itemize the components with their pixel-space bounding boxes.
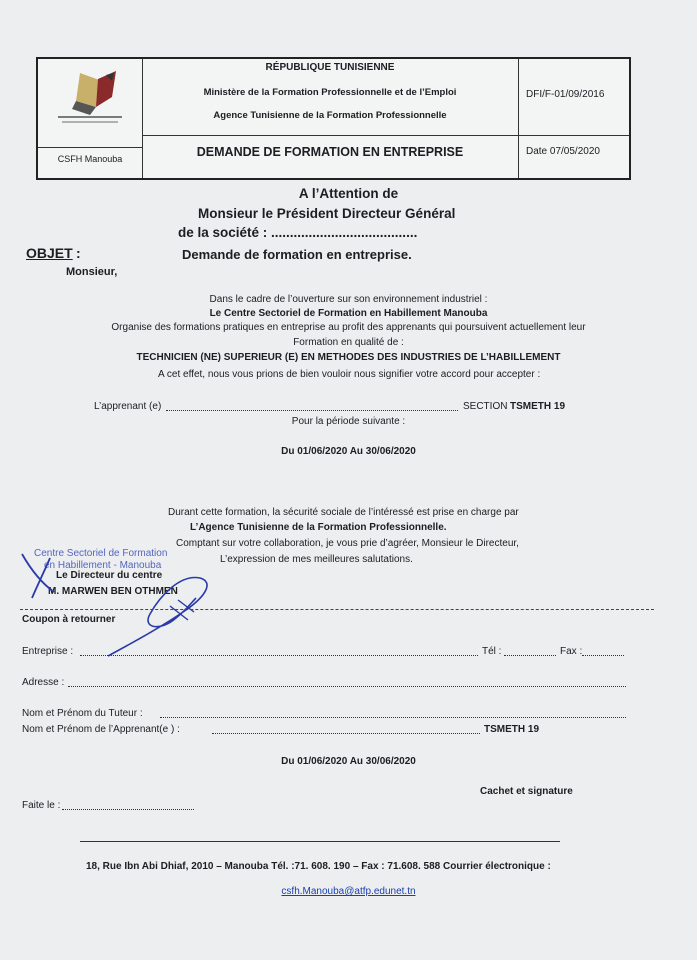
- section-value: TSMETH 19: [510, 401, 566, 412]
- section-label: SECTION: [463, 401, 508, 412]
- adresse-label: Adresse :: [22, 677, 65, 688]
- agency-name: L’Agence Tunisienne de la Formation Professionnelle.: [190, 522, 447, 533]
- fax-label: Fax :: [560, 646, 583, 657]
- header-divider: [518, 59, 519, 178]
- salutation: Monsieur,: [66, 266, 118, 278]
- body-line: A cet effet, nous vous prions de bien vouloir nous signifier votre accord pour accepter :: [158, 369, 541, 380]
- ministry-heading: Ministère de la Formation Professionnelle et de l’Emploi: [203, 87, 457, 98]
- footer-address: 18, Rue Ibn Abi Dhiaf, 2010 – Manouba Tél. :71. 608. 190 – Fax : 71.608. 588 Courrier électronique :: [86, 861, 551, 872]
- director-name: M. MARWEN BEN OTHMEN: [48, 586, 178, 597]
- stamp-line: Centre Sectoriel de Formation: [34, 548, 168, 559]
- stamp-line: en Habillement - Manouba: [44, 560, 162, 571]
- body-line: Organise des formations pratiques en entreprise au profit des apprenants qui poursuivent actuellement leur: [111, 322, 586, 333]
- adresse-field[interactable]: [68, 686, 626, 687]
- body-line: Comptant sur votre collaboration, je vous prie d’agréer, Monsieur le Directeur,: [176, 538, 519, 549]
- footer-rule: [80, 841, 560, 842]
- republic-heading: RÉPUBLIQUE TUNISIENNE: [265, 62, 395, 73]
- header-divider: [142, 135, 629, 136]
- attention-line: A l’Attention de: [298, 186, 399, 201]
- csfh-logo: [50, 67, 130, 127]
- objet-label: OBJET: [26, 245, 73, 261]
- apprenant-field[interactable]: [166, 410, 458, 411]
- body-line: Durant cette formation, la sécurité sociale de l’intéressé est prise en charge par: [168, 507, 519, 518]
- cut-line: [20, 609, 654, 610]
- apprenant-name-label: Nom et Prénom de l’Apprenant(e ) :: [22, 724, 180, 735]
- handwritten-signature: [10, 548, 230, 660]
- coupon-title: Coupon à retourner: [22, 614, 116, 625]
- objet-colon: :: [76, 245, 81, 261]
- addressee-title: Monsieur le Président Directeur Général: [198, 206, 456, 221]
- coupon-section-value: TSMETH 19: [484, 724, 540, 735]
- company-line: de la société : .......................................: [178, 225, 418, 240]
- document-date: Date 07/05/2020: [526, 146, 600, 157]
- fax-field[interactable]: [582, 655, 624, 656]
- tel-label: Tél :: [482, 646, 502, 657]
- director-title: Le Directeur du centre: [56, 570, 163, 581]
- tuteur-label: Nom et Prénom du Tuteur :: [22, 708, 143, 719]
- apprenant-label: L’apprenant (e): [94, 401, 162, 412]
- header-table: [36, 57, 631, 180]
- footer-email-link[interactable]: csfh.Manouba@atfp.edunet.tn: [281, 886, 416, 897]
- body-line: L’expression de mes meilleures salutations.: [220, 554, 413, 565]
- body-line: Dans le cadre de l’ouverture sur son environnement industriel :: [209, 294, 488, 305]
- center-name: Le Centre Sectoriel de Formation en Habillement Manouba: [209, 308, 488, 319]
- entreprise-label: Entreprise :: [22, 646, 74, 657]
- qualification-title: TECHNICIEN (NE) SUPERIEUR (E) EN METHODES DES INDUSTRIES DE L’HABILLEMENT: [136, 352, 561, 363]
- coupon-period: Du 01/06/2020 Au 30/06/2020: [281, 756, 416, 767]
- logo-caption: CSFH Manouba: [57, 154, 123, 164]
- objet-text: Demande de formation en entreprise.: [182, 247, 412, 262]
- document-title: DEMANDE DE FORMATION EN ENTREPRISE: [196, 145, 464, 159]
- apprenant-name-field[interactable]: [212, 733, 480, 734]
- faite-field[interactable]: [62, 809, 194, 810]
- body-line: Formation en qualité de :: [293, 337, 404, 348]
- tel-field[interactable]: [504, 655, 556, 656]
- period-label: Pour la période suivante :: [291, 416, 406, 427]
- agency-heading: Agence Tunisienne de la Formation Professionnelle: [213, 110, 447, 121]
- cachet-label: Cachet et signature: [480, 786, 573, 797]
- header-divider: [38, 147, 142, 148]
- entreprise-field[interactable]: [80, 655, 478, 656]
- faite-label: Faite le :: [22, 800, 61, 811]
- period-dates: Du 01/06/2020 Au 30/06/2020: [281, 446, 416, 457]
- tuteur-field[interactable]: [160, 717, 626, 718]
- reference-code: DFI/F-01/09/2016: [526, 89, 605, 100]
